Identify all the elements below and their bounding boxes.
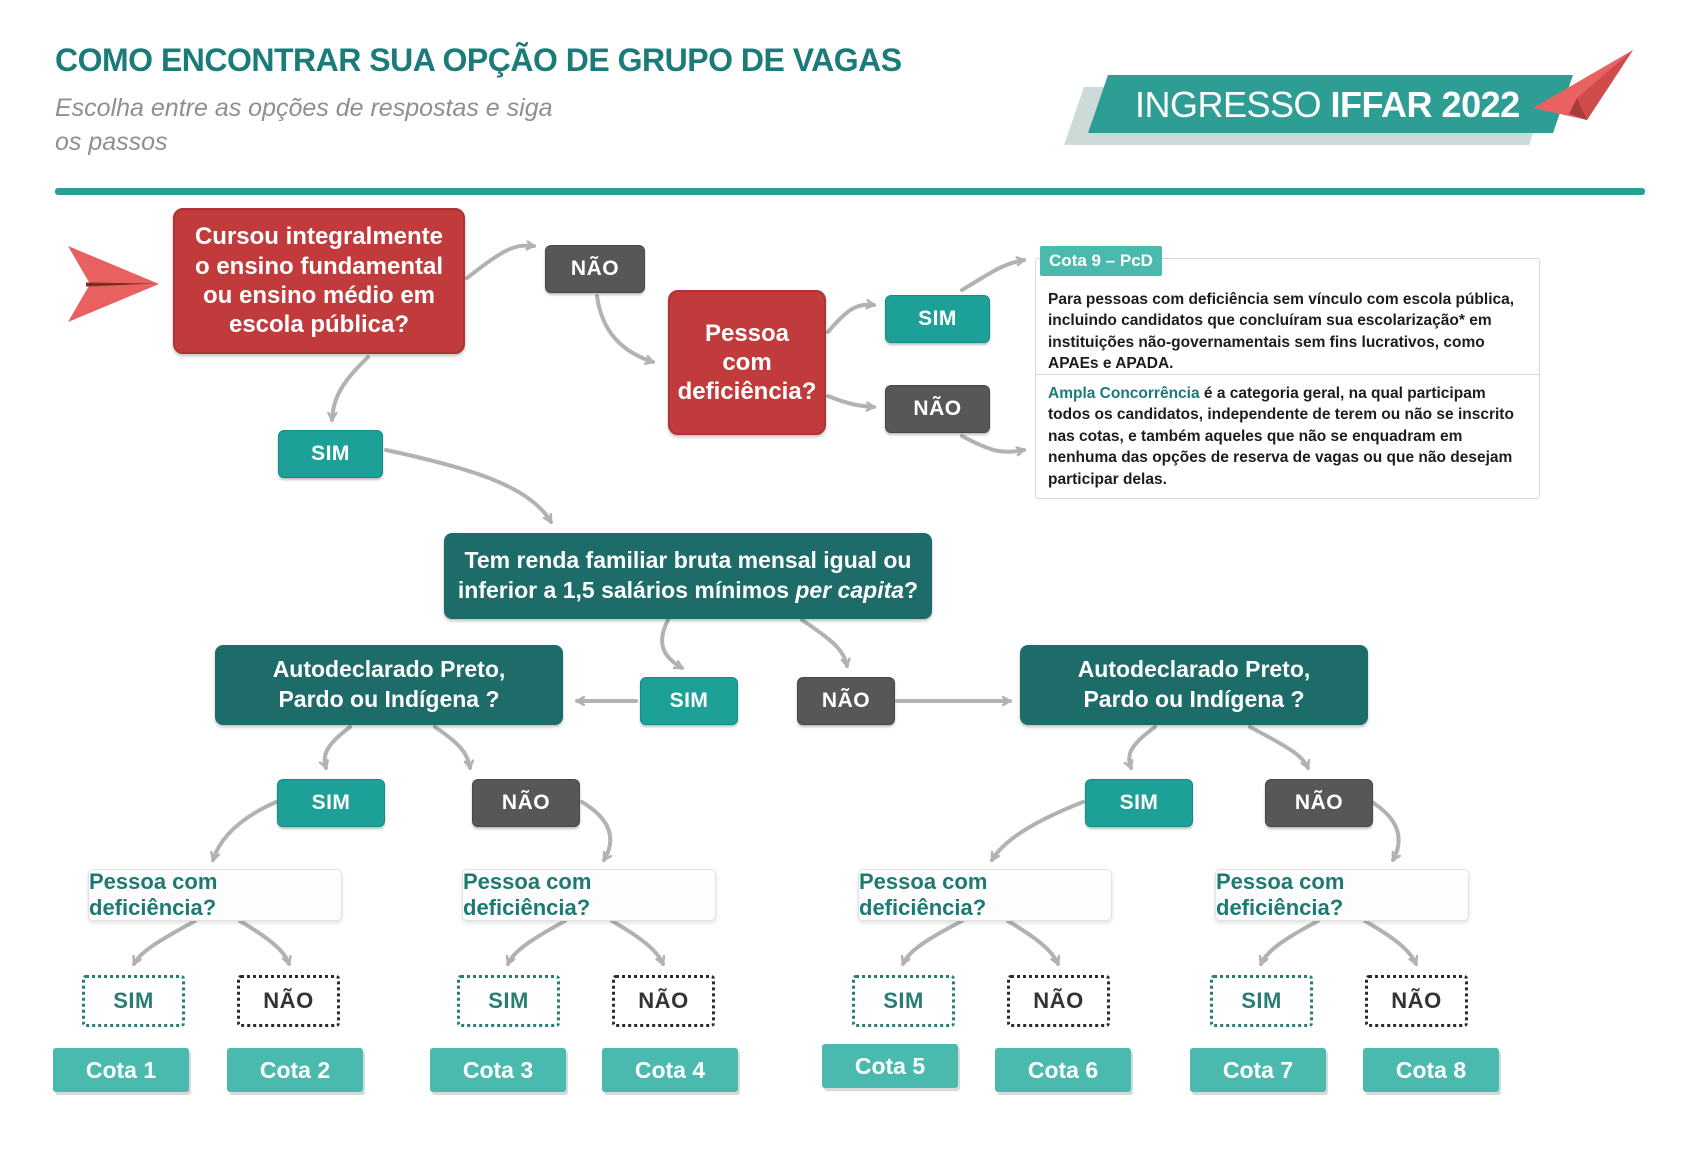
dotted-sim-4: SIM bbox=[1210, 975, 1313, 1027]
ampla-panel bbox=[1035, 374, 1540, 499]
dotted-nao-3: NÃO bbox=[1007, 975, 1110, 1027]
pcd-question-box-3: Pessoa com deficiência? bbox=[858, 869, 1112, 921]
dotted-sim-2: SIM bbox=[457, 975, 560, 1027]
subtitle-line-1: Escolha entre as opções de respostas e siga bbox=[55, 94, 553, 122]
arrow-pcd1-to-nao bbox=[240, 921, 289, 964]
cota9-panel bbox=[1035, 258, 1540, 384]
no-badge-race-right: NÃO bbox=[1265, 779, 1373, 827]
page-subtitle bbox=[55, 92, 553, 160]
arrow-sim-to-cota9 bbox=[962, 260, 1024, 290]
no-badge-school: NÃO bbox=[545, 245, 645, 293]
pcd-question-box-2: Pessoa com deficiência? bbox=[462, 869, 716, 921]
arrow-disability-to-sim bbox=[828, 305, 874, 332]
income-line-2: inferior a 1,5 salários mínimos per capita? bbox=[457, 577, 919, 603]
race-question-box-left: Autodeclarado Preto, Pardo ou Indígena ? bbox=[215, 645, 563, 725]
yes-badge-school: SIM bbox=[278, 430, 383, 478]
arrow-income-to-sim bbox=[662, 620, 682, 668]
arrow-nao-to-pcd-2 bbox=[582, 802, 610, 860]
dotted-nao-4: NÃO bbox=[1365, 975, 1468, 1027]
yes-badge-race-right: SIM bbox=[1085, 779, 1193, 827]
no-badge-race-left: NÃO bbox=[472, 779, 580, 827]
arrow-nao-to-pcd-4 bbox=[1372, 802, 1399, 860]
page-title: COMO ENCONTRAR SUA OPÇÃO DE GRUPO DE VAGAS bbox=[55, 42, 902, 78]
arrow-school-to-sim bbox=[332, 357, 368, 420]
arrow-race-right-to-nao bbox=[1250, 727, 1308, 768]
yes-badge-race-left: SIM bbox=[277, 779, 385, 827]
arrow-pcd3-to-sim bbox=[903, 921, 962, 964]
dotted-nao-1: NÃO bbox=[237, 975, 340, 1027]
arrow-sim-to-income bbox=[386, 450, 551, 522]
dotted-sim-3: SIM bbox=[852, 975, 955, 1027]
banner-regular: INGRESSO bbox=[1135, 84, 1331, 125]
yes-badge-income: SIM bbox=[640, 677, 738, 725]
cota-button-2: Cota 2 bbox=[227, 1048, 363, 1092]
arrow-disability-to-nao bbox=[828, 396, 874, 407]
yes-badge-pcd: SIM bbox=[885, 295, 990, 343]
pcd-question-box-4: Pessoa com deficiência? bbox=[1215, 869, 1469, 921]
cota-button-4: Cota 4 bbox=[602, 1048, 738, 1092]
subtitle-line-2: os passos bbox=[55, 127, 168, 156]
income-question-box bbox=[444, 533, 932, 619]
arrow-race-left-to-sim bbox=[325, 727, 350, 768]
arrow-pcd2-to-nao bbox=[612, 921, 663, 964]
banner-bold: IFFAR 2022 bbox=[1330, 84, 1520, 125]
ampla-text: é a categoria geral, na qual participam todos os candidatos, independente de terem ou não se inscrito nas cotas, e também aqueles que não se enquadram em nenhuma das opções de reserva de vagas ou que não desejam participar delas. bbox=[1048, 385, 1514, 488]
cota9-text: Para pessoas com deficiência sem vínculo com escola pública, incluindo candidatos que concluíram sua escolarização* em instituições não-governamentais sem fins lucrativos, como APAEs e APADA. bbox=[1048, 291, 1515, 373]
ampla-lead: Ampla Concorrência bbox=[1048, 385, 1200, 402]
arrow-pcd1-to-sim bbox=[134, 921, 195, 964]
cota-button-6: Cota 6 bbox=[995, 1048, 1131, 1092]
question-school-box: Cursou integralmente o ensino fundamental ou ensino médio em escola pública? bbox=[173, 208, 465, 354]
arrow-sim-to-pcd-1 bbox=[213, 802, 276, 860]
no-badge-ampla: NÃO bbox=[885, 385, 990, 433]
cota-button-1: Cota 1 bbox=[53, 1048, 189, 1092]
paper-plane-icon bbox=[1525, 40, 1660, 135]
arrow-race-left-to-nao bbox=[435, 727, 470, 768]
cota9-chip: Cota 9 – PcD bbox=[1040, 246, 1162, 276]
race-question-box-right: Autodeclarado Preto, Pardo ou Indígena ? bbox=[1020, 645, 1368, 725]
arrow-no-to-disability bbox=[597, 296, 653, 362]
cota-button-5: Cota 5 bbox=[822, 1044, 958, 1088]
arrow-nao-to-ampla bbox=[962, 436, 1024, 452]
arrow-school-to-no bbox=[467, 246, 534, 278]
arrow-pcd4-to-nao bbox=[1365, 921, 1416, 964]
question-disability-box: Pessoa com deficiência? bbox=[668, 290, 826, 435]
banner-text bbox=[1135, 84, 1520, 126]
cota-button-8: Cota 8 bbox=[1363, 1048, 1499, 1092]
arrow-pcd3-to-nao bbox=[1008, 921, 1058, 964]
arrow-sim-to-pcd-3 bbox=[992, 802, 1083, 860]
pcd-question-box-1: Pessoa com deficiência? bbox=[88, 869, 342, 921]
cota-button-3: Cota 3 bbox=[430, 1048, 566, 1092]
per-capita-italic: per capita bbox=[795, 577, 905, 603]
dotted-nao-2: NÃO bbox=[612, 975, 715, 1027]
income-line-1: Tem renda familiar bruta mensal igual ou bbox=[464, 547, 912, 574]
cota-button-7: Cota 7 bbox=[1190, 1048, 1326, 1092]
header-divider bbox=[55, 188, 1645, 195]
arrow-income-to-nao bbox=[802, 620, 847, 666]
arrow-pcd4-to-sim bbox=[1261, 921, 1318, 964]
start-plane-icon bbox=[66, 244, 161, 324]
dotted-sim-1: SIM bbox=[82, 975, 185, 1027]
arrow-race-right-to-sim bbox=[1129, 727, 1155, 768]
no-badge-income: NÃO bbox=[797, 677, 895, 725]
arrow-pcd2-to-sim bbox=[508, 921, 565, 964]
